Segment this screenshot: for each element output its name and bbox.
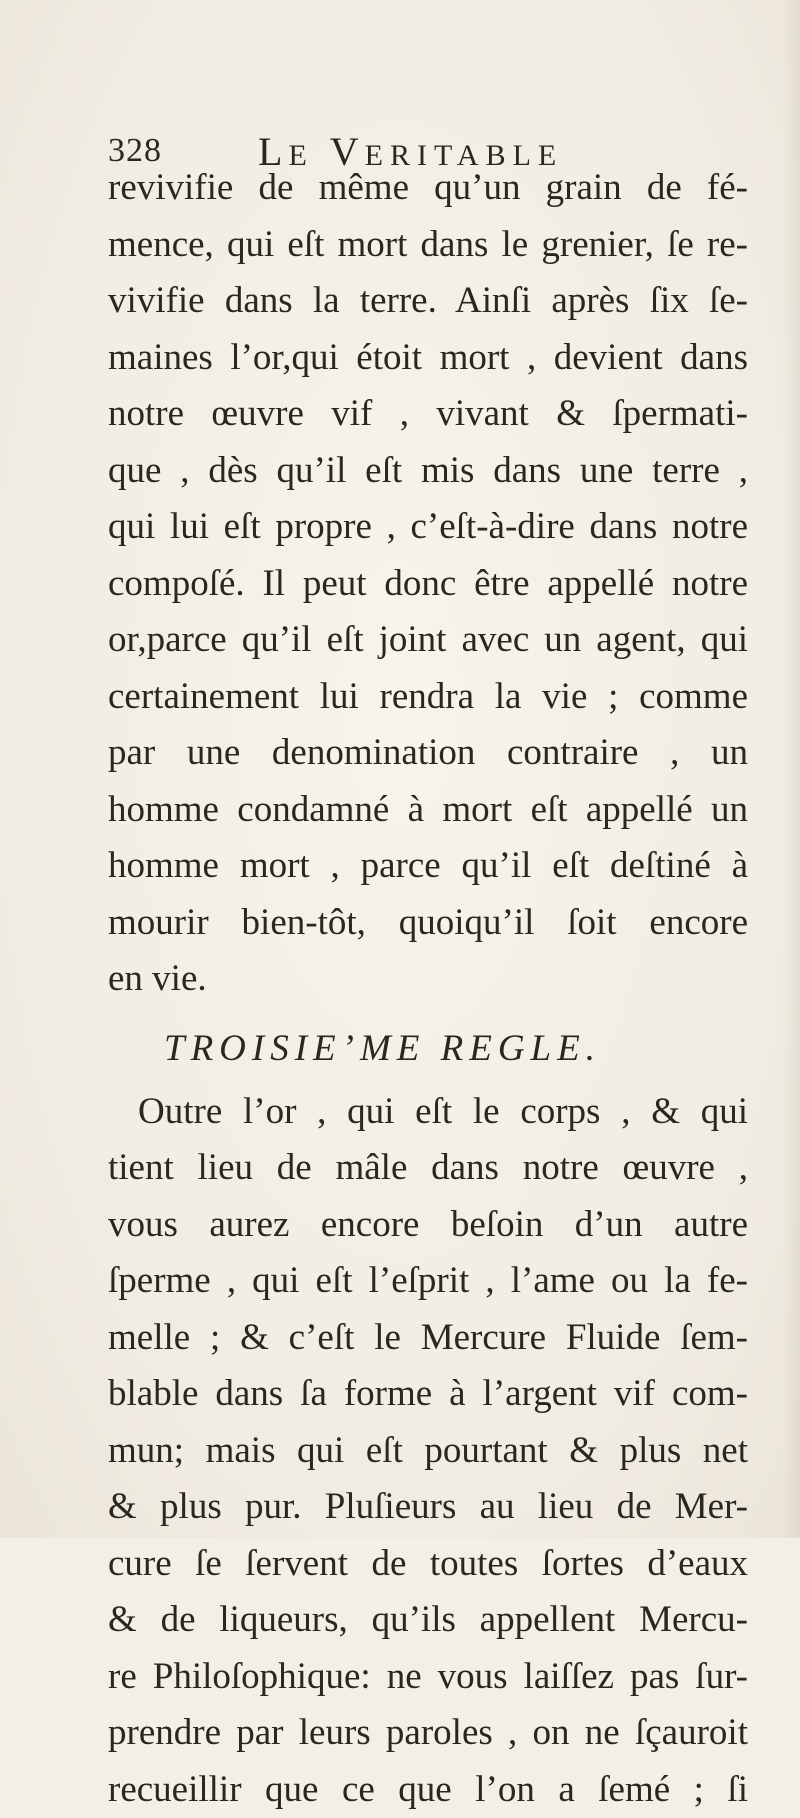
text-line: recueillir que ce que l’on a ſemé ; ſi [108, 1762, 748, 1818]
section-heading: TROISIE’ME REGLE. [108, 1014, 748, 1084]
text-line: melle ; & c’eſt le Mercure Fluide ſem- [108, 1310, 748, 1367]
running-title-initial-2: V [330, 129, 365, 174]
text-line: tient lieu de mâle dans notre œuvre , [108, 1140, 748, 1197]
text-line: or,parce qu’il eſt joint avec un agent, qui [108, 612, 748, 669]
text-line: Outre l’or , qui eſt le corps , & qui [108, 1084, 748, 1141]
paragraph-2 [108, 1084, 748, 1818]
text-line: homme condamné à mort eſt appellé un [108, 782, 748, 839]
page-edge-shadow [782, 0, 800, 1538]
text-line: en vie. [108, 951, 748, 1008]
text-line: mence, qui eſt mort dans le grenier, ſe re- [108, 217, 748, 274]
text-line: qui lui eſt propre , c’eſt-à-dire dans notre [108, 499, 748, 556]
text-line: mourir bien-tôt, quoiqu’il ſoit encore [108, 895, 748, 952]
text-line: que , dès qu’il eſt mis dans une terre , [108, 443, 748, 500]
text-line: & de liqueurs, qu’ils appellent Mercu- [108, 1592, 748, 1649]
text-line: re Philoſophique: ne vous laiſſez pas ſur- [108, 1649, 748, 1706]
text-line: homme mort , parce qu’il eſt deſtiné à [108, 838, 748, 895]
text-line: par une denomination contraire , un [108, 725, 748, 782]
page-number: 328 [108, 132, 162, 170]
text-line: certainement lui rendra la vie ; comme [108, 669, 748, 726]
text-line: blable dans ſa forme à l’argent vif com- [108, 1366, 748, 1423]
text-line: prendre par leurs paroles , on ne ſçauroit [108, 1705, 748, 1762]
text-line: & plus pur. Pluſieurs au lieu de Mer- [108, 1479, 748, 1536]
text-line: maines l’or,qui étoit mort , devient dans [108, 330, 748, 387]
text-line: vivifie dans la terre. Ainſi après ſix ſe- [108, 273, 748, 330]
text-line: notre œuvre vif , vivant & ſpermati- [108, 386, 748, 443]
text-line: ſperme , qui eſt l’eſprit , l’ame ou la fe- [108, 1253, 748, 1310]
paragraph-1 [108, 160, 748, 1008]
running-title-rest-2: ERITABLE [365, 139, 564, 172]
running-title-initial-1: L [258, 129, 288, 174]
text-line: vous aurez encore beſoin d’un autre [108, 1197, 748, 1254]
text-line: revivifie de même qu’un grain de fé- [108, 160, 748, 217]
text-line: mun; mais qui eſt pourtant & plus net [108, 1423, 748, 1480]
text-line: cure ſe ſervent de toutes ſortes d’eaux [108, 1536, 748, 1593]
text-line: compoſé. Il peut donc être appellé notre [108, 556, 748, 613]
body-text [108, 160, 748, 1818]
running-title-rest-1: E [288, 139, 313, 172]
